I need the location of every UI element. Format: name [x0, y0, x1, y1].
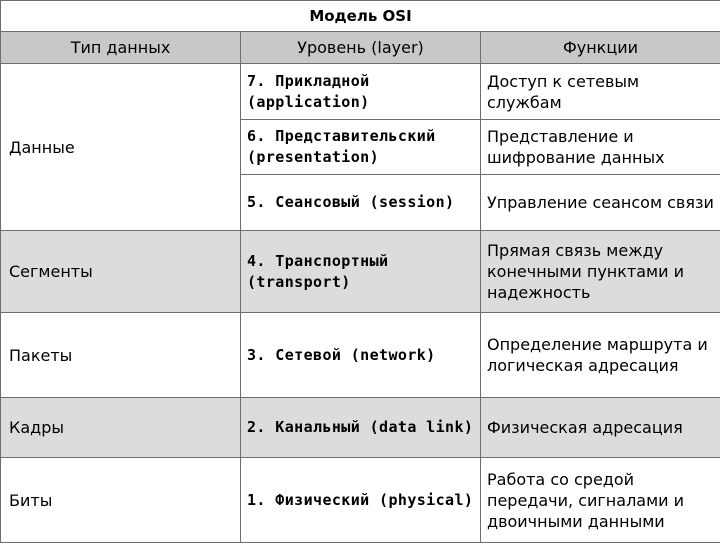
function-cell: Представление и шифрование данных: [481, 120, 720, 175]
layer-cell: 1. Физический (physical): [241, 458, 481, 543]
data-type-cell: Данные: [1, 64, 241, 231]
layer-cell: 6. Представительский (presentation): [241, 120, 481, 175]
data-type-cell: Биты: [1, 458, 241, 543]
table-title: Модель OSI: [1, 1, 720, 32]
data-type-cell: Кадры: [1, 398, 241, 458]
data-type-cell: Пакеты: [1, 313, 241, 398]
header-data-type: Тип данных: [1, 32, 241, 64]
layer-cell: 2. Канальный (data link): [241, 398, 481, 458]
layer-cell: 4. Транспортный (transport): [241, 231, 481, 313]
header-functions: Функции: [481, 32, 720, 64]
layer-cell: 5. Сеансовый (session): [241, 175, 481, 231]
function-cell: Управление сеансом связи: [481, 175, 720, 231]
data-type-cell: Сегменты: [1, 231, 241, 313]
layer-cell: 3. Сетевой (network): [241, 313, 481, 398]
function-cell: Доступ к сетевым службам: [481, 64, 720, 120]
function-cell: Прямая связь между конечными пунктами и надежность: [481, 231, 720, 313]
header-layer: Уровень (layer): [241, 32, 481, 64]
layer-cell: 7. Прикладной (application): [241, 64, 481, 120]
function-cell: Работа со средой передачи, сигналами и двоичными данными: [481, 458, 720, 543]
function-cell: Физическая адресация: [481, 398, 720, 458]
function-cell: Определение маршрута и логическая адресация: [481, 313, 720, 398]
